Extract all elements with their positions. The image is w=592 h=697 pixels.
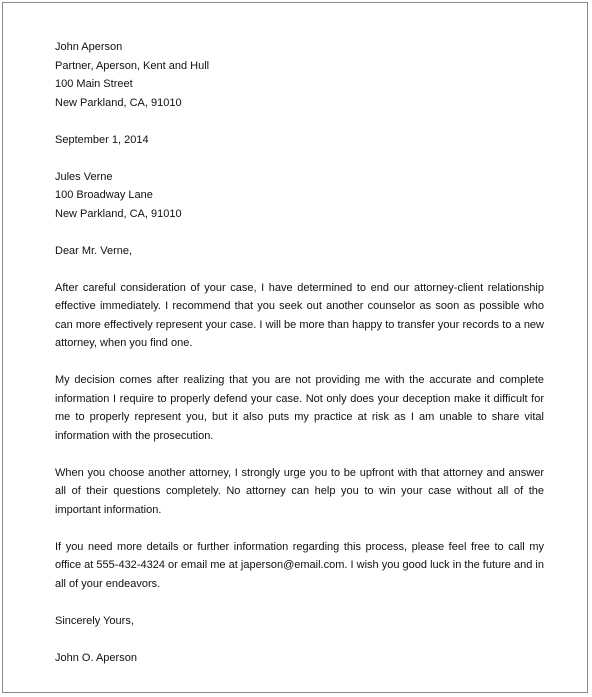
spacer	[55, 223, 544, 242]
sender-address	[55, 38, 544, 112]
body-paragraph: When you choose another attorney, I strongly urge you to be upfront with that attorney and answer all of their questions completely. No attorney can help you to win your case without all of the important information.	[55, 466, 544, 516]
body-paragraph: If you need more details or further information regarding this process, please feel free to call my office at 555-432-4324 or email me at japerson@email.com. I wish you good luck in the future and in all of your endeavors.	[55, 540, 544, 590]
spacer	[55, 149, 544, 168]
letter-date: September 1, 2014	[55, 133, 149, 146]
sender-city: New Parkland, CA, 91010	[55, 96, 182, 109]
body-paragraph: After careful consideration of your case, I have determined to end our attorney-client relationship effective immediately. I recommend that you seek out another counselor as soon as possible who can more effectively represent your case. I will be more than happy to transfer your records to a new attorney, when you find one.	[55, 281, 544, 349]
spacer	[55, 353, 544, 372]
recipient-city: New Parkland, CA, 91010	[55, 207, 182, 220]
recipient-address	[55, 168, 544, 224]
sender-street: 100 Main Street	[55, 78, 133, 90]
spacer	[55, 260, 544, 279]
recipient-street: 100 Broadway Lane	[55, 189, 153, 201]
spacer	[55, 519, 544, 538]
spacer	[55, 630, 544, 649]
spacer	[55, 112, 544, 131]
letter-page	[2, 2, 588, 693]
closing: Sincerely Yours,	[55, 614, 134, 627]
spacer	[55, 593, 544, 612]
body-paragraph: My decision comes after realizing that you are not providing me with the accurate and complete information I require to properly defend your case. Not only does your deception make it difficult for me to properly represent you, but it also puts my practice at risk as I am unable to share vital information with the prosecution.	[55, 374, 544, 442]
spacer	[55, 445, 544, 464]
sender-name: John Aperson	[55, 41, 123, 53]
recipient-name: Jules Verne	[55, 170, 113, 183]
letter-body	[55, 38, 544, 667]
signature-name: John O. Aperson	[55, 651, 137, 664]
sender-title: Partner, Aperson, Kent and Hull	[55, 59, 210, 72]
salutation: Dear Mr. Verne,	[55, 244, 133, 257]
